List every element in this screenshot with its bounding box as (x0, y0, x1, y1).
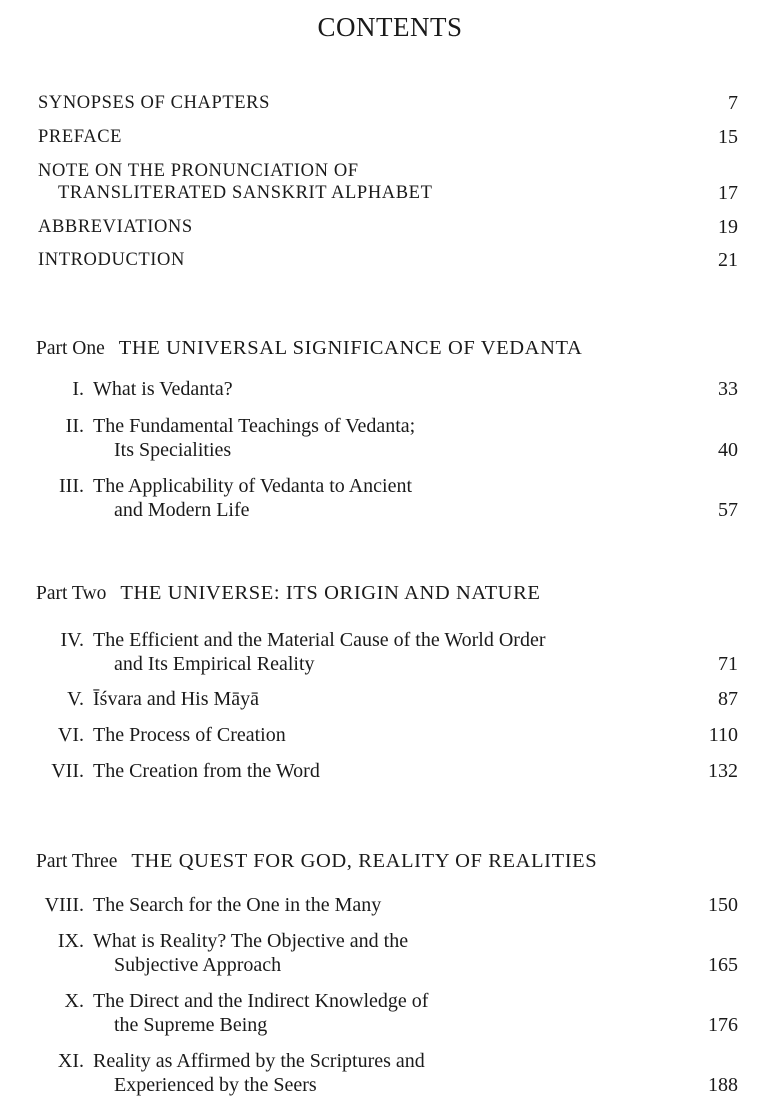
part-label: Part Three (36, 851, 118, 872)
page-number: 33 (718, 378, 738, 400)
page-number: 132 (708, 760, 738, 782)
chapter-title: Experienced by the Seers (114, 1074, 317, 1096)
chapter-number: I. (72, 378, 84, 400)
chapter-number: III. (59, 475, 84, 497)
page-number: 15 (718, 126, 738, 148)
part-label: Part Two (36, 583, 107, 604)
chapter-number: IV. (60, 629, 84, 651)
toc-entry-title: ABBREVIATIONS (38, 217, 193, 237)
chapter-title: The Direct and the Indirect Knowledge of (93, 990, 429, 1012)
part-heading (36, 850, 597, 873)
chapter-title: Īśvara and His Māyā (93, 688, 260, 710)
chapter-title: The Search for the One in the Many (93, 894, 382, 916)
chapter-title: The Creation from the Word (93, 760, 320, 782)
chapter-number: IX. (57, 930, 84, 952)
chapter-title: What is Reality? The Objective and the (93, 930, 409, 952)
page-number: 188 (708, 1074, 738, 1096)
part-heading (36, 337, 582, 360)
page-number: 165 (708, 954, 738, 976)
chapter-title: The Applicability of Vedanta to Ancient (93, 475, 413, 497)
toc-entry-title: INTRODUCTION (38, 250, 185, 270)
chapter-title: The Fundamental Teachings of Vedanta; (93, 415, 416, 437)
chapter-title: The Process of Creation (93, 724, 286, 746)
part-heading (36, 582, 541, 605)
page-number: 71 (718, 653, 738, 675)
chapter-title: Subjective Approach (114, 954, 282, 976)
chapter-number: VI. (57, 724, 84, 746)
part-title: THE UNIVERSE: ITS ORIGIN AND NATURE (120, 582, 541, 604)
page-number: 57 (718, 499, 738, 521)
chapter-number: VII. (51, 760, 84, 782)
page-title: CONTENTS (317, 12, 463, 42)
chapter-number: XI. (57, 1050, 84, 1072)
page-number: 40 (718, 439, 738, 461)
chapter-number: V. (67, 688, 84, 710)
chapter-number: X. (64, 990, 84, 1012)
chapter-number: VIII. (44, 894, 84, 916)
chapter-title: The Efficient and the Material Cause of the World Order (93, 629, 546, 651)
chapter-title: What is Vedanta? (93, 378, 233, 400)
page-number: 150 (708, 894, 738, 916)
page-number: 7 (728, 92, 738, 114)
toc-entry-title: PREFACE (38, 127, 123, 147)
chapter-title: the Supreme Being (114, 1014, 268, 1036)
page-number: 110 (708, 724, 738, 746)
part-label: Part One (36, 338, 105, 359)
part-title: THE QUEST FOR GOD, REALITY OF REALITIES (131, 850, 598, 872)
chapter-title: Its Specialities (114, 439, 232, 461)
toc-entry-title: NOTE ON THE PRONUNCIATION OF (38, 161, 359, 181)
page-number: 176 (708, 1014, 738, 1036)
page-number: 17 (718, 182, 738, 204)
chapter-title: Reality as Affirmed by the Scriptures and (93, 1050, 425, 1072)
chapter-title: and Modern Life (114, 499, 250, 521)
toc-entry-title: SYNOPSES OF CHAPTERS (38, 93, 271, 113)
chapter-title: and Its Empirical Reality (114, 653, 315, 675)
page-number: 19 (718, 216, 738, 238)
chapter-number: II. (65, 415, 84, 437)
page-number: 21 (718, 249, 738, 271)
toc-entry-title: TRANSLITERATED SANSKRIT ALPHABET (58, 183, 433, 203)
part-title: THE UNIVERSAL SIGNIFICANCE OF VEDANTA (118, 337, 583, 359)
page-number: 87 (718, 688, 738, 710)
